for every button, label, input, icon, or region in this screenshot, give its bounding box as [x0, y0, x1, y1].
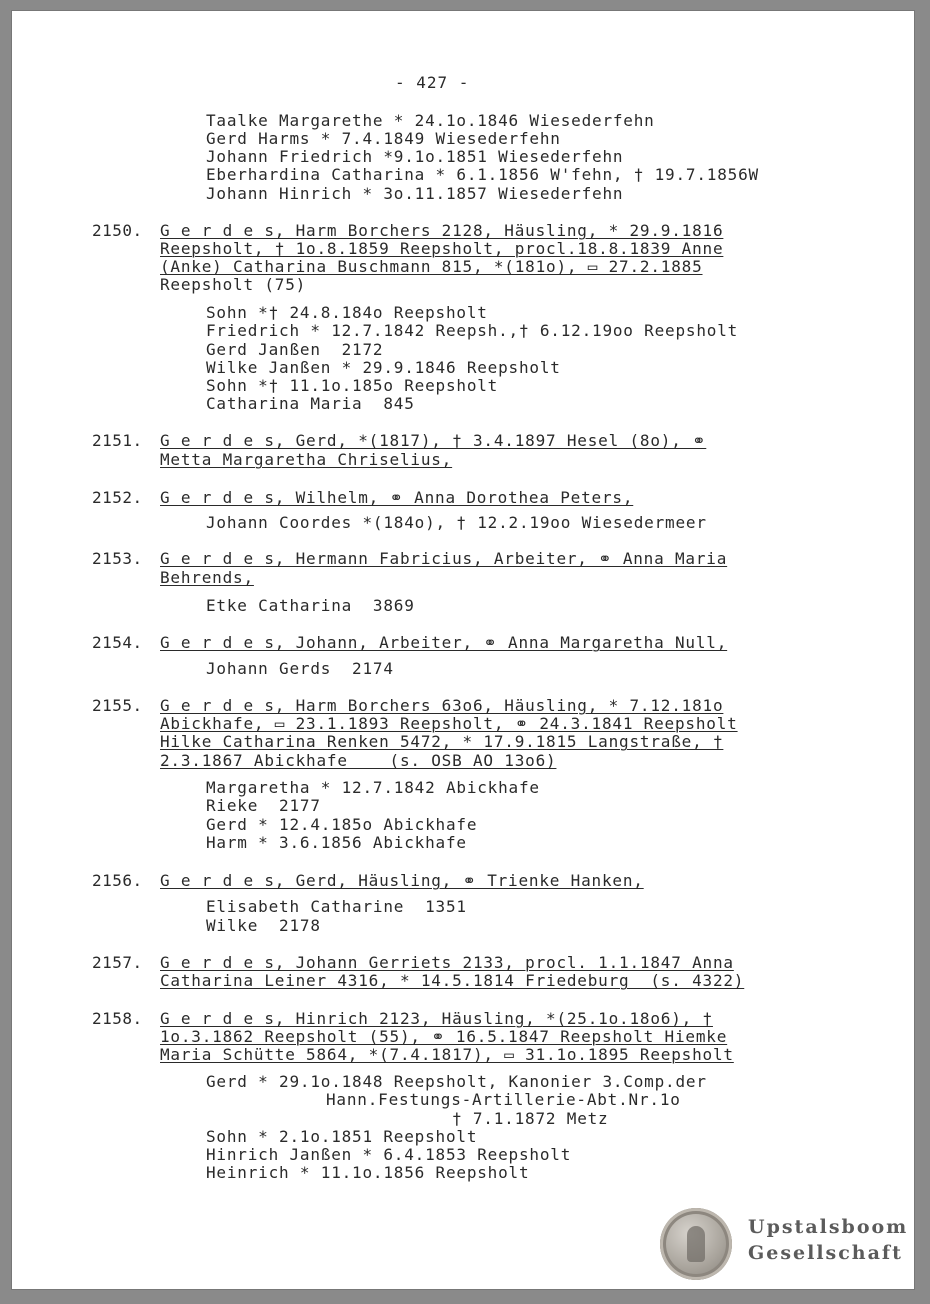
- entry-number: 2157.: [92, 953, 143, 972]
- text-line: Behrends,: [160, 568, 254, 587]
- text-line: Abickhafe, ▭ 23.1.1893 Reepsholt, ⚭ 24.3.1841 Reepsholt: [160, 714, 738, 733]
- text-line: Hinrich Janßen * 6.4.1853 Reepsholt: [206, 1145, 572, 1164]
- entry-heading: G e r d e s, Harm Borchers 2128, Häusling, * 29.9.1816: [160, 221, 724, 240]
- entry-heading: G e r d e s, Hinrich 2123, Häusling, *(25.1o.18o6), †: [160, 1009, 713, 1028]
- text-line: Maria Schütte 5864, *(7.4.1817), ▭ 31.1o.1895 Reepsholt: [160, 1045, 734, 1064]
- entry-heading: G e r d e s, Johann Gerriets 2133, procl. 1.1.1847 Anna: [160, 953, 734, 972]
- text-line: Sohn * 2.1o.1851 Reepsholt: [206, 1127, 478, 1146]
- text-line: † 7.1.1872 Metz: [452, 1109, 609, 1128]
- text-line: Harm * 3.6.1856 Abickhafe: [206, 833, 467, 852]
- text-line: Reepsholt, † 1o.8.1859 Reepsholt, procl.18.8.1839 Anne: [160, 239, 724, 258]
- entry-number: 2158.: [92, 1009, 143, 1028]
- text-line: 2.3.1867 Abickhafe (s. OSB AO 13o6): [160, 751, 557, 770]
- text-line: Gerd * 29.1o.1848 Reepsholt, Kanonier 3.Comp.der: [206, 1072, 707, 1091]
- text-line: Heinrich * 11.1o.1856 Reepsholt: [206, 1163, 530, 1182]
- text-line: Hilke Catharina Renken 5472, * 17.9.1815 Langstraße, †: [160, 732, 724, 751]
- entry-number: 2155.: [92, 696, 143, 715]
- text-line: Rieke 2177: [206, 796, 321, 815]
- page-number: - 427 -: [395, 73, 470, 92]
- entry-heading: G e r d e s, Wilhelm, ⚭ Anna Dorothea Peters,: [160, 488, 634, 507]
- entry-number: 2156.: [92, 871, 143, 890]
- text-line: Wilke 2178: [206, 916, 321, 935]
- logo-line-1: Upstalsboom: [748, 1216, 909, 1238]
- entry-number: 2151.: [92, 431, 143, 450]
- text-line: 1o.3.1862 Reepsholt (55), ⚭ 16.5.1847 Reepsholt Hiemke: [160, 1027, 728, 1046]
- text-line: Johann Coordes *(184o), † 12.2.19oo Wiesedermeer: [206, 513, 707, 532]
- text-line: Friedrich * 12.7.1842 Reepsh.,† 6.12.19oo Reepsholt: [206, 321, 739, 340]
- text-line: Wilke Janßen * 29.9.1846 Reepsholt: [206, 358, 561, 377]
- text-line: Gerd Janßen 2172: [206, 340, 384, 359]
- text-line: Gerd Harms * 7.4.1849 Wiesederfehn: [206, 129, 561, 148]
- text-line: Sohn *† 24.8.184o Reepsholt: [206, 303, 488, 322]
- text-line: Johann Friedrich *9.1o.1851 Wiesederfehn: [206, 147, 624, 166]
- text-line: Eberhardina Catharina * 6.1.1856 W'fehn, † 19.7.1856W: [206, 165, 759, 184]
- text-line: Etke Catharina 3869: [206, 596, 415, 615]
- text-line: Reepsholt (75): [160, 275, 307, 294]
- entry-heading: G e r d e s, Harm Borchers 63o6, Häusling, * 7.12.181o: [160, 696, 724, 715]
- text-line: Hann.Festungs-Artillerie-Abt.Nr.1o: [326, 1090, 681, 1109]
- text-line: Metta Margaretha Chriselius,: [160, 450, 453, 469]
- text-line: Johann Hinrich * 3o.11.1857 Wiesederfehn: [206, 184, 624, 203]
- entry-number: 2153.: [92, 549, 143, 568]
- entry-heading: G e r d e s, Gerd, Häusling, ⚭ Trienke Hanken,: [160, 871, 644, 890]
- entry-heading: G e r d e s, Gerd, *(1817), † 3.4.1897 Hesel (8o), ⚭: [160, 431, 707, 450]
- text-line: Sohn *† 11.1o.185o Reepsholt: [206, 376, 499, 395]
- text-line: Elisabeth Catharine 1351: [206, 897, 467, 916]
- entry-number: 2150.: [92, 221, 143, 240]
- entry-number: 2154.: [92, 633, 143, 652]
- text-line: Johann Gerds 2174: [206, 659, 394, 678]
- text-line: Taalke Margarethe * 24.1o.1846 Wiesederfehn: [206, 111, 655, 130]
- entry-heading: G e r d e s, Johann, Arbeiter, ⚭ Anna Margaretha Null,: [160, 633, 728, 652]
- entry-heading: G e r d e s, Hermann Fabricius, Arbeiter, ⚭ Anna Maria: [160, 549, 728, 568]
- text-line: (Anke) Catharina Buschmann 815, *(181o), ▭ 27.2.1885: [160, 257, 703, 276]
- text-line: Margaretha * 12.7.1842 Abickhafe: [206, 778, 540, 797]
- text-line: Gerd * 12.4.185o Abickhafe: [206, 815, 478, 834]
- logo-line-2: Gesellschaft: [748, 1242, 903, 1264]
- society-seal-icon: [660, 1208, 732, 1280]
- entry-number: 2152.: [92, 488, 143, 507]
- text-line: Catharina Maria 845: [206, 394, 415, 413]
- text-line: Catharina Leiner 4316, * 14.5.1814 Friedeburg (s. 4322): [160, 971, 745, 990]
